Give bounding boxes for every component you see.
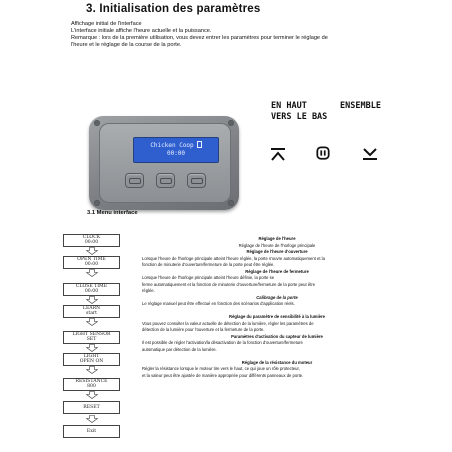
- screw-icon: [228, 200, 234, 206]
- step-value: 800: [87, 384, 96, 390]
- menu-step-clock: [63, 234, 120, 247]
- menu-descriptions: [142, 236, 412, 379]
- device-button-up: [125, 173, 144, 188]
- description-line: Régler la résistance lorsque le moteur tire vers le haut, ce qui joue un rôle protecteur,: [142, 366, 300, 371]
- step-title: CLOSE TIME: [75, 284, 108, 289]
- step-title: LIGHT: [83, 354, 100, 359]
- device-lcd-screen: [133, 137, 219, 163]
- device-button-set: [156, 173, 175, 188]
- menu-step-reset: [63, 401, 120, 414]
- intro-line: l'heure et le réglage de la course de la porte.: [71, 42, 182, 48]
- down-arrow-icon: [86, 415, 98, 423]
- device-panel: [99, 123, 231, 203]
- description-line: Paramètres d'activation du capteur de lumière: [231, 333, 323, 339]
- lcd-time: 00:00: [166, 150, 186, 157]
- description-line: Réglage du paramètre de sensibilité à la lumière: [229, 314, 325, 319]
- menu-step-resistance: [63, 378, 120, 391]
- down-arrow-icon: [362, 147, 378, 161]
- down-arrow-icon: [86, 391, 98, 399]
- battery-icon: [197, 141, 202, 148]
- intro-line: Affichage initial de l'interface: [71, 21, 142, 27]
- up-arrow-icon: [270, 147, 286, 161]
- step-title: CLOCK: [82, 235, 101, 240]
- description-line: Lorsque l'heure de l'horloge principale atteint l'heure définie, la porte se: [142, 275, 275, 280]
- device-button-down: [187, 173, 206, 188]
- description-line: Calibrage de la porte: [256, 294, 298, 300]
- description-line: Le réglage manuel peut être effectué en fonction des scénarios d'application réels.: [142, 301, 295, 306]
- intro-text: [71, 21, 421, 49]
- menu-heading: 3.1 Menu interface: [87, 210, 138, 216]
- screw-icon: [228, 120, 234, 126]
- section-heading: 3. Initialisation des paramètres: [86, 3, 261, 15]
- screw-icon: [94, 200, 100, 206]
- step-title: LEARN: [82, 306, 101, 311]
- description-line: Réglage de l'heure de fermeture: [245, 268, 309, 274]
- menu-step-open-time: [63, 256, 120, 269]
- step-value: OPEN ON: [79, 359, 104, 365]
- menu-step-light-open: [63, 353, 120, 366]
- controller-device-image: [89, 116, 239, 210]
- description-line: fonction de minuterie d'ouverture/fermeture de la porte peut être réglée.: [142, 262, 275, 267]
- step-value: 00:00: [84, 262, 99, 268]
- down-arrow-icon: [86, 344, 98, 352]
- step-title: OPEN TIME: [77, 257, 106, 262]
- set-button-label: ENSEMBLE: [340, 101, 381, 111]
- lcd-title: Chicken Coop: [150, 142, 194, 149]
- power-icon: [315, 146, 331, 160]
- description-line: Vous pouvez consulter la valeur actuelle de détection de la lumière, régler les paramètres de: [142, 320, 314, 326]
- description-line: Il est possible de régler l'activation/la désactivation de la fonction d'ouverture/fermeture: [142, 340, 303, 345]
- step-title: Exit: [86, 429, 97, 434]
- down-arrow-icon: [86, 296, 98, 304]
- down-arrow-icon: [86, 366, 98, 374]
- down-arrow-icon: [86, 269, 98, 277]
- step-title: RESET: [83, 405, 100, 410]
- description-line: Réglage de l'heure d'ouverture: [246, 249, 308, 254]
- description-line: Réglage de la résistance du moteur: [241, 359, 313, 365]
- step-value: SET: [86, 337, 97, 343]
- step-value: start: [86, 311, 97, 317]
- screw-icon: [94, 120, 100, 126]
- description-line: et la valeur peut être ajustée de manière appropriée pour différents panneaux de porte.: [142, 372, 304, 378]
- menu-step-learn: [63, 305, 120, 318]
- description-line: Réglage de l'heure: [258, 236, 296, 241]
- intro-line: Remarque : lors de la première utilisation, vous devez entrer les paramètres pour terminer le réglage de: [71, 35, 328, 41]
- step-title: RESISTANCE: [75, 379, 108, 384]
- step-value: 00:00: [84, 289, 99, 295]
- description-line: Réglage de l'heure de l'horloge principale: [238, 242, 316, 248]
- menu-step-exit: [63, 425, 120, 438]
- description-line: ferme automatiquement et la fonction de minuterie d'ouverture/fermeture de la porte peut être: [142, 281, 316, 287]
- menu-step-close-time: [63, 283, 120, 296]
- step-title: LIGHT SENSOR: [72, 332, 111, 337]
- description-line: automatique par détection de la lumière.: [142, 346, 217, 352]
- down-button-label: VERS LE BAS: [271, 112, 328, 122]
- menu-step-light-sensor: [63, 331, 120, 344]
- description-line: détection de la lumière pour l'ouverture et la fermeture de la porte.: [142, 327, 265, 332]
- up-button-label: EN HAUT: [271, 101, 307, 111]
- intro-line: L'interface initiale affiche l'heure actuelle et la puissance.: [71, 28, 212, 34]
- down-arrow-icon: [86, 318, 98, 326]
- description-line: Lorsque l'heure de l'horloge principale atteint l'heure réglée, la porte s'ouvre automatiquement et la: [142, 255, 325, 261]
- step-value: 00:00: [84, 240, 99, 246]
- description-line: réglée.: [142, 288, 155, 293]
- down-arrow-icon: [86, 247, 98, 255]
